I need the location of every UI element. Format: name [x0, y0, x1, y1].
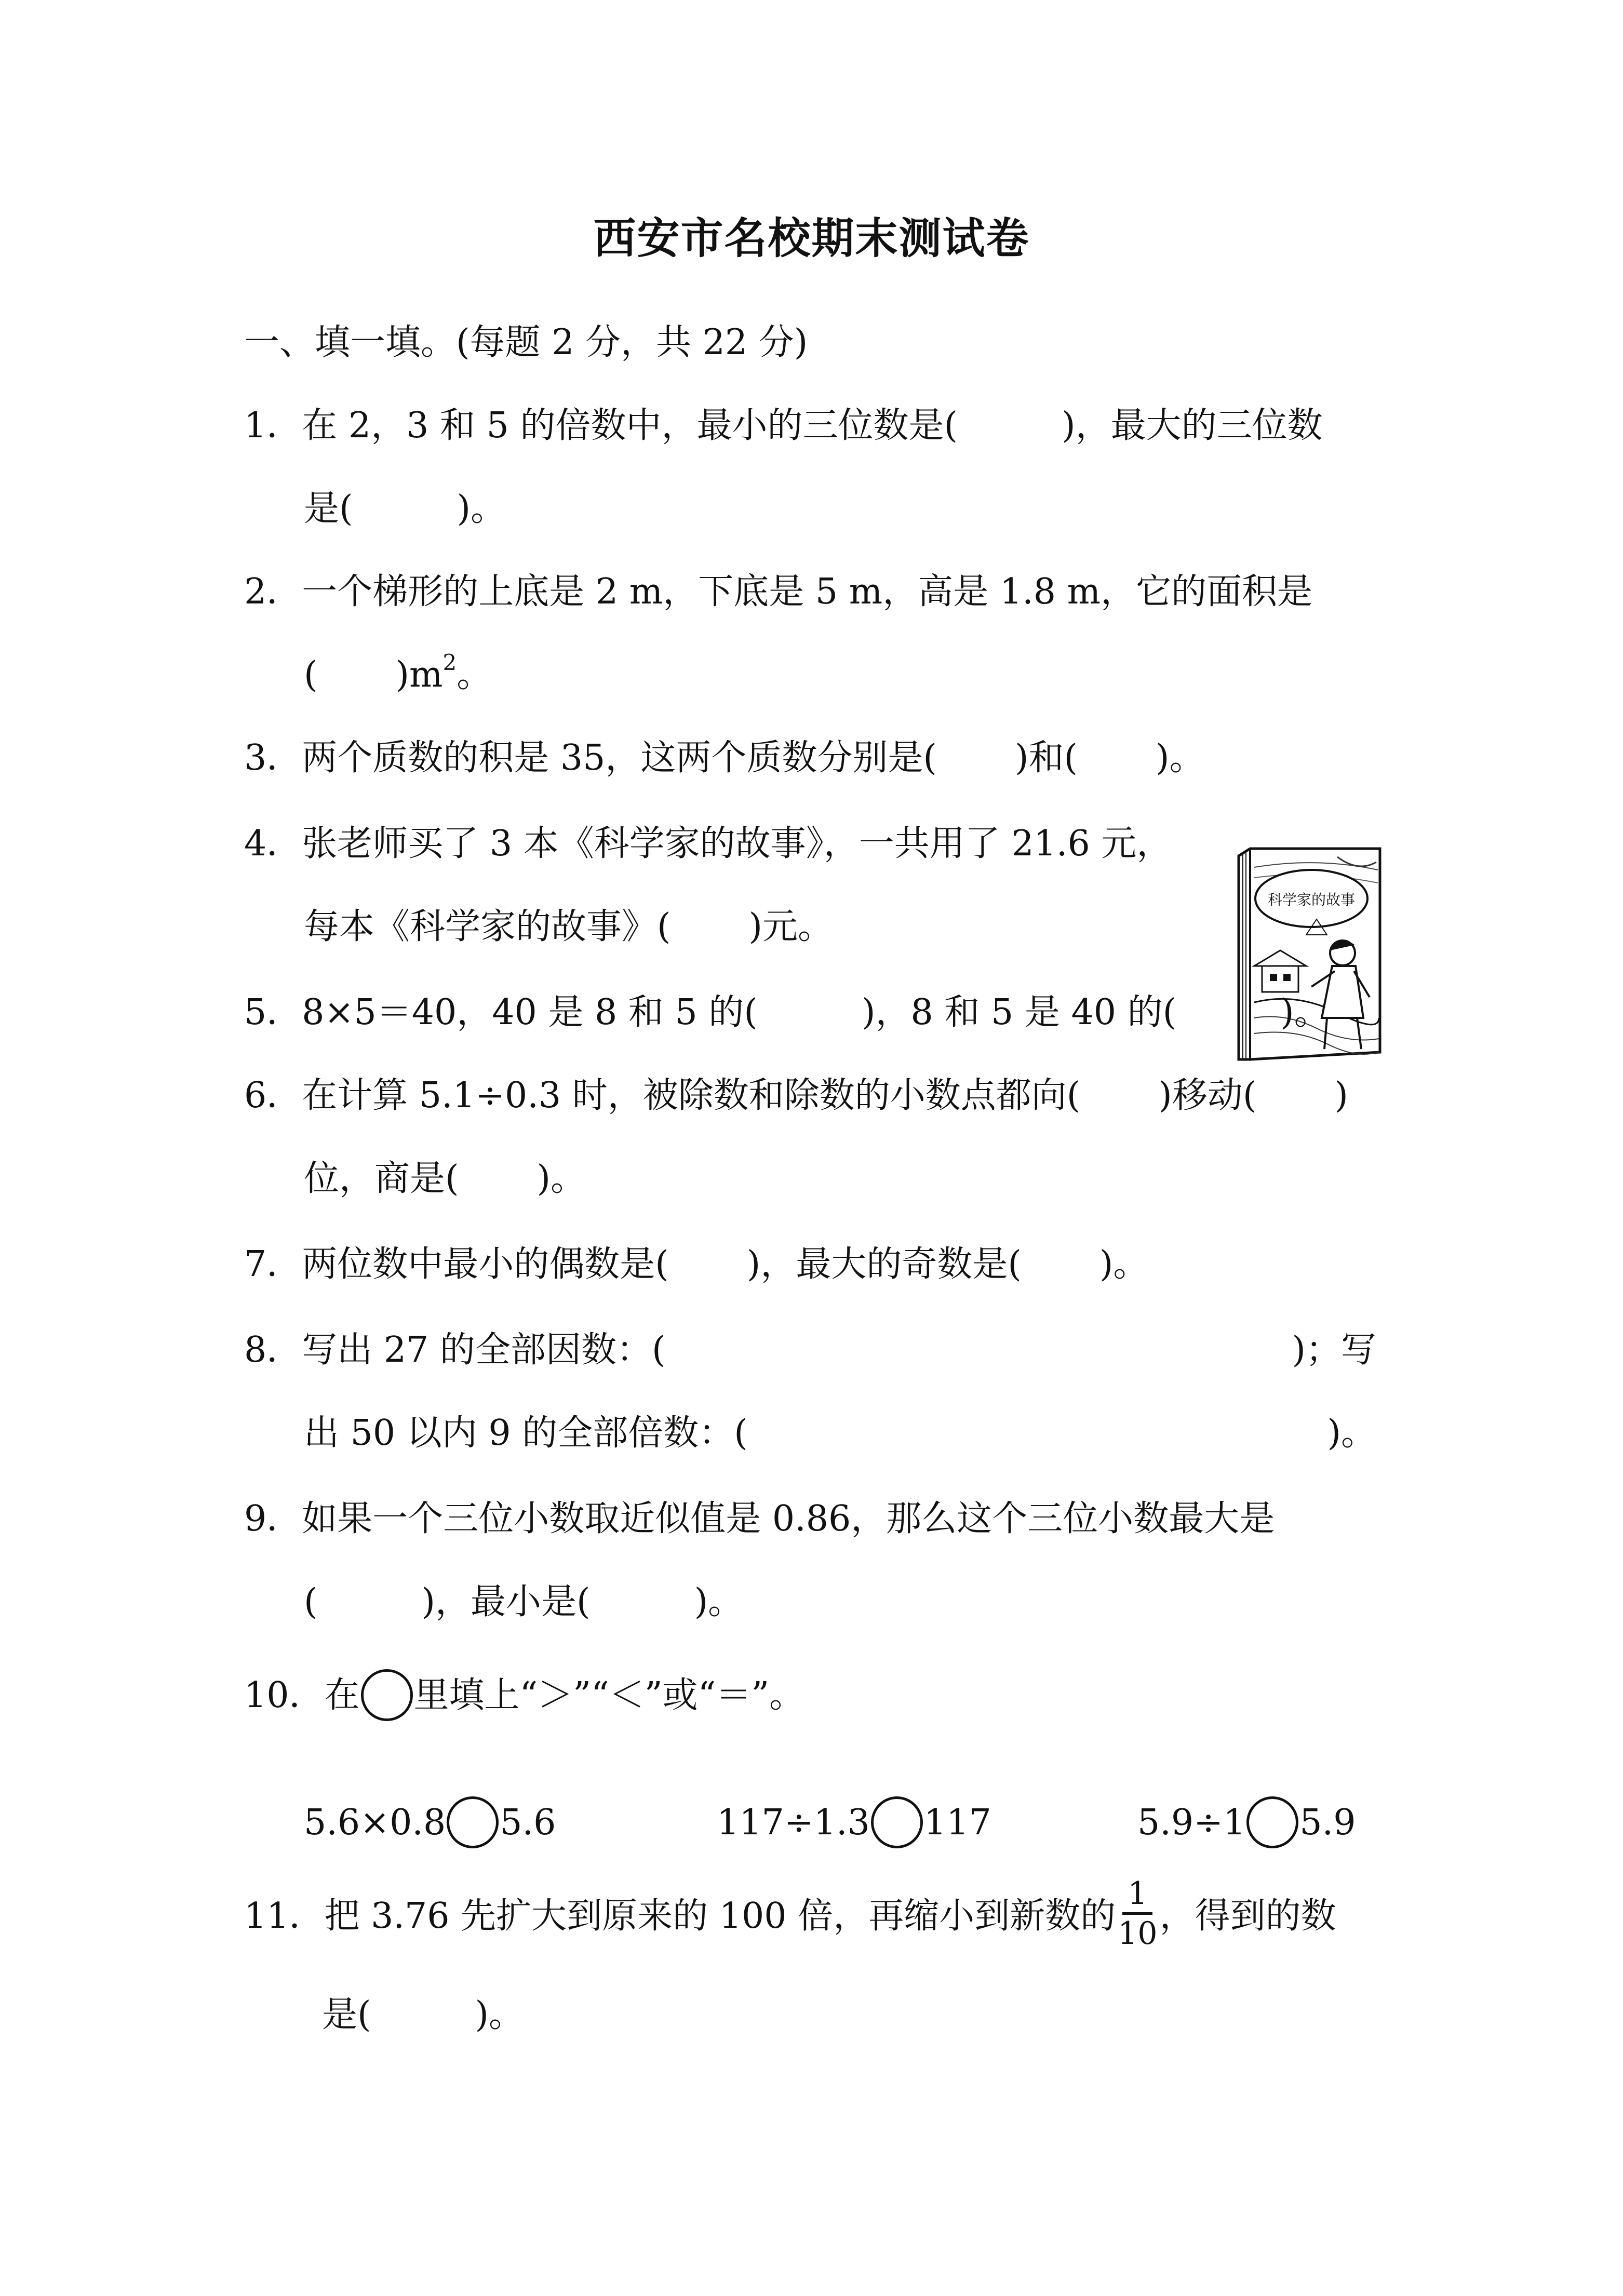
compare-circle-input[interactable] — [447, 1796, 499, 1848]
question-1-line-1 — [244, 400, 1376, 452]
question-number: 8． — [244, 1330, 302, 1371]
question-text: ，得到的数 — [1159, 1896, 1336, 1937]
question-5 — [244, 987, 1376, 1039]
question-number: 7． — [244, 1244, 302, 1285]
question-text: 。 — [457, 654, 492, 695]
question-text: 在 — [324, 1675, 360, 1716]
question-11-line-1 — [244, 1875, 1376, 1957]
question-6-line-2 — [304, 1153, 1436, 1205]
question-number: 6． — [244, 1075, 302, 1116]
comparison-item-2 — [717, 1797, 991, 1851]
question-text: 位，商是( — [304, 1158, 459, 1199]
question-text: 写出 27 的全部因数：( — [302, 1330, 666, 1371]
question-number: 4． — [244, 823, 302, 864]
question-text: )，最大的奇数是( — [746, 1244, 1022, 1285]
comparison-left: 117÷1.3 — [717, 1802, 870, 1843]
question-8-line-2 — [304, 1407, 1376, 1459]
question-text: )。 — [694, 1581, 744, 1622]
question-text: )。 — [536, 1158, 586, 1199]
section-heading: 一、填一填。(每题 2 分，共 22 分) — [244, 322, 808, 363]
question-number: 10． — [244, 1675, 325, 1716]
circle-icon — [361, 1669, 413, 1721]
fraction-denominator: 10 — [1118, 1915, 1158, 1952]
question-6-line-1 — [244, 1070, 1376, 1122]
question-text: ( — [304, 1581, 318, 1622]
question-2-line-2 — [304, 649, 1436, 701]
fraction — [1118, 1875, 1157, 1952]
question-text: )元。 — [748, 906, 834, 947]
question-text: 里填上“＞”“＜”或“＝”。 — [413, 1675, 805, 1716]
page-title: 西安市名校期末测试卷 — [593, 214, 1030, 263]
question-number: 3． — [244, 737, 302, 778]
question-text: 是( — [304, 488, 353, 529]
question-text: 把 3.76 先扩大到原来的 100 倍，再缩小到新数的 — [324, 1896, 1116, 1937]
question-number: 2． — [244, 571, 302, 612]
question-text: )。 — [1327, 1413, 1376, 1454]
question-text: )和( — [1014, 737, 1078, 778]
question-text: 如果一个三位小数取近似值是 0.86，那么这个三位小数最大是 — [302, 1498, 1275, 1539]
question-text: 在 2，3 和 5 的倍数中，最小的三位数是( — [302, 405, 958, 446]
question-text: )移动( — [1158, 1075, 1257, 1116]
question-text: 两位数中最小的偶数是( — [302, 1244, 669, 1285]
question-text: )。 — [457, 488, 506, 529]
question-text: ) — [1334, 1075, 1348, 1116]
question-9-line-2 — [304, 1576, 1436, 1628]
question-text: )m — [395, 654, 443, 695]
question-number: 1． — [244, 405, 302, 446]
question-number: 5． — [244, 992, 302, 1033]
question-text: ( — [304, 654, 318, 695]
question-text: 每本《科学家的故事》( — [304, 906, 671, 947]
question-text: 两个质数的积是 35，这两个质数分别是( — [302, 737, 937, 778]
book-cover-title: 科学家的故事 — [1267, 891, 1356, 908]
superscript: 2 — [442, 650, 457, 676]
compare-circle-input[interactable] — [1246, 1796, 1298, 1848]
question-4-line-2 — [304, 901, 1239, 953]
question-2-line-1 — [244, 566, 1376, 618]
question-9-line-1 — [244, 1493, 1376, 1545]
comparison-left: 5.9÷1 — [1137, 1802, 1246, 1843]
question-text: )。 — [1280, 992, 1330, 1033]
question-text: )。 — [1156, 737, 1205, 778]
question-text: 一个梯形的上底是 2 m，下底是 5 m，高是 1.8 m，它的面积是 — [302, 571, 1313, 612]
question-text: 8×5＝40，40 是 8 和 5 的( — [302, 992, 758, 1033]
compare-circle-input[interactable] — [871, 1796, 923, 1848]
question-text: )，8 和 5 是 40 的( — [861, 992, 1177, 1033]
fraction-numerator: 1 — [1122, 1875, 1152, 1915]
question-text: 张老师买了 3 本《科学家的故事》，一共用了 21.6 元， — [302, 823, 1172, 864]
question-text: )，最小是( — [421, 1581, 591, 1622]
comparison-right: 5.6 — [500, 1802, 556, 1843]
question-7 — [244, 1239, 1376, 1291]
question-3 — [244, 732, 1376, 784]
question-8-line-1 — [244, 1324, 1376, 1376]
question-text: 是( — [322, 1994, 371, 2035]
comparison-item-3 — [1137, 1797, 1356, 1851]
comparison-right: 117 — [923, 1802, 991, 1843]
question-number: 9． — [244, 1498, 302, 1539]
comparison-left: 5.6×0.8 — [304, 1802, 446, 1843]
question-text: 在计算 5.1÷0.3 时，被除数和除数的小数点都向( — [302, 1075, 1081, 1116]
question-10 — [244, 1670, 1376, 1724]
question-11-line-2 — [322, 1989, 1454, 2041]
comparison-item-1 — [304, 1797, 556, 1851]
question-1-line-2 — [304, 483, 1436, 535]
question-text: )；写 — [1292, 1330, 1376, 1371]
question-text: )。 — [1099, 1244, 1149, 1285]
question-text: )，最大的三位数 — [1062, 405, 1323, 446]
question-text: 出 50 以内 9 的全部倍数：( — [304, 1413, 748, 1454]
comparison-right: 5.9 — [1299, 1802, 1356, 1843]
question-number: 11． — [244, 1896, 325, 1937]
question-text: )。 — [475, 1994, 525, 2035]
question-4-line-1 — [244, 818, 1231, 870]
